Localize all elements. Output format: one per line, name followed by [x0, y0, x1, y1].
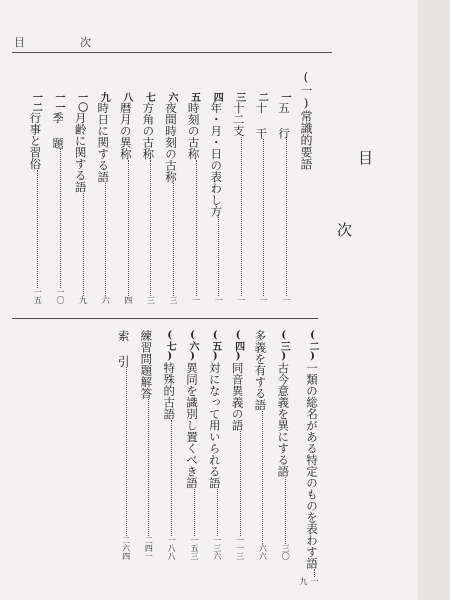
entry-number: 一〇 [75, 92, 87, 112]
entry-page-number: 一 [259, 296, 269, 304]
part2-entry [138, 330, 154, 560]
leader-dots [171, 420, 172, 537]
entry-number: 八 [120, 92, 132, 102]
part1-entry [231, 92, 247, 304]
entry-page-number: 一 [214, 296, 224, 304]
entry-number: 一 [279, 92, 290, 102]
entry-title: 十 干 [254, 102, 269, 139]
entry-number: 四 [211, 92, 223, 102]
part1-entry [50, 92, 66, 304]
entry-title: 異同を識別し置くべき語 [185, 362, 199, 489]
part1-entry [140, 92, 156, 304]
leader-dots [285, 477, 286, 544]
leader-dots [60, 149, 61, 288]
entry-page-number: 一五三 [190, 536, 199, 560]
entry-number: (三) [278, 330, 290, 362]
entry-page-number: 四 [123, 296, 133, 304]
entry-page-number: 一八八 [167, 536, 177, 560]
page-edge [418, 0, 450, 600]
entry-title: 十二支 [231, 102, 246, 137]
entry-page-number: 三 [146, 296, 156, 304]
entry-title: 特殊的古語 [162, 362, 177, 420]
entry-page-number: 一一三 [235, 536, 245, 560]
entry-page-number: 一 [191, 296, 201, 304]
entry-title: 方角の古称 [141, 102, 156, 160]
entry-number: (五) [209, 330, 221, 362]
leader-dots [126, 367, 127, 536]
part1-entry [208, 92, 224, 304]
leader-dots [262, 411, 263, 545]
entry-number: 五 [188, 92, 200, 102]
part1-entry [27, 92, 43, 304]
entry-number: 一二 [30, 92, 42, 112]
leader-dots [314, 569, 315, 577]
entry-title: 古今意義を異にする語 [276, 362, 291, 477]
entry-page-number: 九 [78, 296, 88, 304]
leader-dots [286, 139, 287, 296]
entry-page-number: 二六四 [121, 536, 131, 560]
running-header-right: 次 [80, 36, 93, 49]
entry-number: 七 [143, 92, 155, 102]
leader-dots [241, 137, 242, 297]
part1-entry [118, 92, 134, 304]
entry-title: 月齢に関する語 [73, 112, 88, 193]
entry-page-number: 一 [236, 296, 246, 304]
leader-dots [194, 489, 195, 537]
part2-entry [252, 330, 268, 560]
part2-entry [275, 330, 291, 560]
entry-title: 同音異義の語 [230, 362, 245, 431]
part1-entry [95, 92, 111, 304]
entry-title: 対になって用いられる語 [207, 362, 222, 489]
entry-page-number: 一〇 [56, 288, 65, 304]
entry-number: 六 [166, 92, 177, 102]
part1-heading: (一)常識的要語 [299, 70, 313, 170]
part2-entry [184, 330, 200, 560]
leader-dots [218, 217, 219, 296]
header-rule [12, 52, 332, 53]
entry-number: (七) [164, 330, 176, 362]
entry-title: 時刻の古称 [186, 102, 201, 160]
entry-title: 索 引 [116, 330, 131, 367]
entry-number: 二 [256, 92, 268, 102]
entry-number: 一一 [53, 92, 64, 112]
entry-title: 年・月・日の表わし方 [209, 102, 224, 217]
leader-dots [217, 489, 218, 537]
entry-page-number: 一九 [299, 577, 319, 585]
entry-title: 夜間時刻の古称 [164, 102, 178, 183]
entry-page-number: 二四一 [144, 536, 154, 560]
entry-title: 五 行 [277, 102, 291, 139]
entry-number: (四) [232, 330, 244, 362]
entry-title: 多義を有する語 [253, 330, 268, 411]
part1-entry [253, 92, 269, 304]
part2-entry [161, 330, 177, 560]
entry-title: 行事と習俗 [28, 112, 43, 170]
part1-entry [163, 92, 179, 304]
entry-title: 暦月の異称 [118, 102, 133, 160]
entry-page-number: 三 [169, 296, 178, 304]
page-title [334, 150, 376, 237]
part1-entry [73, 92, 89, 304]
entry-title: 一類の総名がある特定のものを表わす語 [305, 362, 319, 569]
part2-entry [116, 330, 132, 560]
leader-dots [263, 139, 264, 296]
leader-dots [196, 160, 197, 297]
leader-dots [240, 431, 241, 536]
leader-dots [105, 183, 106, 297]
entry-title: 季 題 [51, 112, 65, 149]
leader-dots [148, 399, 149, 536]
part2-entry [230, 330, 246, 560]
entry-page-number: 一三六 [212, 536, 222, 560]
title-char-top: 目 [356, 150, 374, 165]
part1-entry [186, 92, 202, 304]
entry-number: (二) [307, 330, 318, 362]
entry-page-number: 一五 [33, 288, 43, 304]
leader-dots [173, 183, 174, 297]
leader-dots [83, 193, 84, 297]
part2-entry [298, 330, 320, 585]
running-header-left: 目 [14, 36, 27, 49]
part1-entry [276, 92, 292, 304]
title-char-bottom: 次 [335, 222, 353, 237]
section-divider [12, 318, 318, 319]
entry-page-number: 三〇 [281, 544, 291, 560]
entry-page-number: 一 [282, 296, 291, 304]
part2-entry [207, 330, 223, 560]
entry-page-number: 六六 [258, 544, 268, 560]
entry-number: 三 [233, 92, 245, 102]
leader-dots [37, 170, 38, 289]
leader-dots [128, 160, 129, 297]
leader-dots [150, 160, 151, 297]
entry-title: 時日に関する語 [96, 102, 111, 183]
entry-title: 練習問題解答 [139, 330, 154, 399]
entry-page-number: 六 [101, 296, 111, 304]
entry-number: (六) [187, 330, 198, 362]
entry-number: 九 [98, 92, 110, 102]
